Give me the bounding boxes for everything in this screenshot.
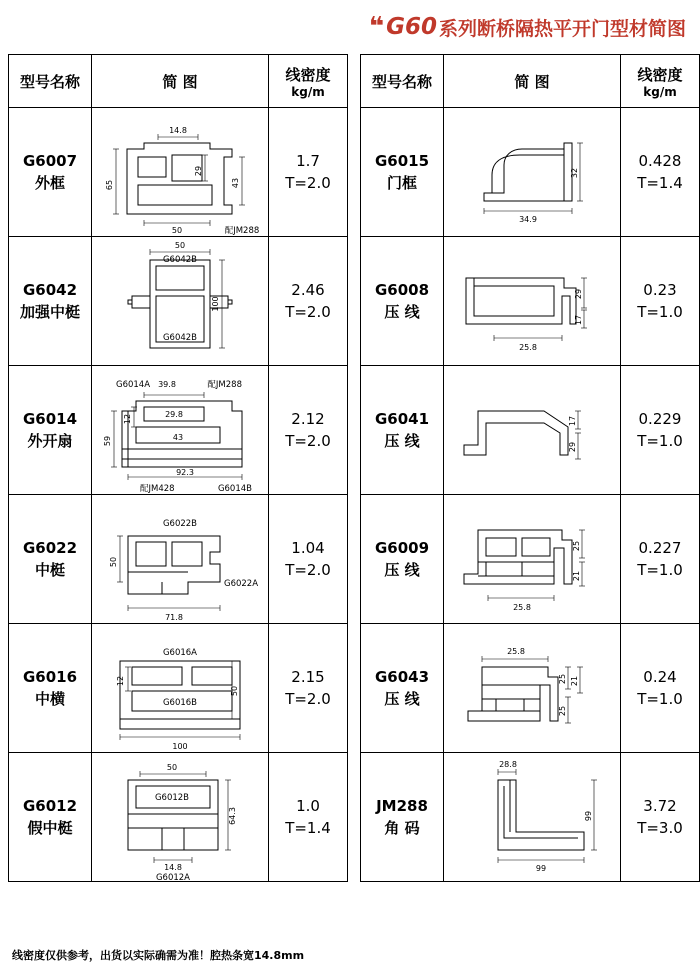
row-name-cell (361, 624, 444, 753)
dim-label: 17 (568, 415, 577, 426)
row-figure-cell (444, 495, 621, 624)
thickness-value: T=2.0 (285, 561, 331, 579)
thickness-value: T=2.0 (285, 690, 331, 708)
dim-label: 43 (231, 177, 240, 188)
density-value: 2.12 (291, 409, 325, 428)
row-density-cell (269, 495, 348, 624)
table-row (361, 495, 700, 624)
profile-drawing-jm288 (444, 754, 620, 881)
note-label: G6022A (224, 578, 259, 589)
table-header-row (9, 55, 348, 108)
header-density-label: 线密度 (637, 65, 683, 84)
profile-drawing-g6041 (444, 367, 620, 494)
profile-code: G6042 (22, 280, 78, 299)
density-value: 0.428 (638, 151, 682, 170)
row-density-cell (621, 108, 700, 237)
dim-label: 14.8 (164, 862, 182, 872)
row-figure-cell (92, 624, 269, 753)
profile-sheet (0, 54, 700, 882)
dim-label: 59 (103, 435, 112, 446)
thickness-value: T=1.0 (637, 432, 683, 450)
row-figure-cell (92, 366, 269, 495)
profile-code: G6015 (374, 151, 430, 170)
table-row (361, 753, 700, 882)
density-value: 2.46 (291, 280, 325, 299)
table-row (361, 108, 700, 237)
dim-label: 100 (211, 295, 220, 312)
dim-label: 99 (535, 863, 547, 873)
thickness-value: T=1.4 (285, 819, 331, 837)
profile-drawing-g6009 (444, 496, 620, 623)
thickness-value: T=3.0 (637, 819, 683, 837)
note-label: G6016A (162, 647, 198, 658)
dim-label: 25 (558, 705, 567, 716)
page-header (0, 0, 700, 54)
profile-label: 角 码 (384, 819, 420, 837)
dim-label: 71.8 (165, 612, 183, 622)
density-value: 1.04 (291, 538, 325, 557)
header-title-group (369, 14, 686, 41)
row-density-cell (621, 366, 700, 495)
table-row (9, 624, 348, 753)
profile-label: 压 线 (384, 561, 420, 579)
note-label: G6042B (162, 254, 198, 265)
dim-label: 100 (172, 741, 188, 751)
dim-label: 50 (171, 225, 183, 235)
dim-label: 29.8 (165, 409, 183, 419)
dim-label: 12 (123, 413, 132, 424)
table-row (9, 753, 348, 882)
dim-label: 92.3 (176, 467, 194, 477)
row-figure-cell (444, 237, 621, 366)
density-value: 3.72 (643, 796, 677, 815)
row-name-cell (361, 753, 444, 882)
header-density-unit: kg/m (643, 84, 677, 99)
left-profile-table (8, 54, 348, 882)
density-value: 1.7 (296, 151, 320, 170)
dim-label: 50 (230, 685, 239, 696)
note-label: G6012B (154, 792, 190, 803)
row-figure-cell (92, 495, 269, 624)
row-figure-cell (92, 753, 269, 882)
profile-code: G6014 (22, 409, 78, 428)
row-density-cell (269, 624, 348, 753)
profile-drawing-g6022 (92, 496, 268, 623)
page-title: 系列断桥隔热平开门型材简图 (438, 17, 686, 40)
header-name: 型号名称 (361, 55, 444, 108)
row-density-cell (621, 753, 700, 882)
dim-label: 29 (194, 165, 203, 176)
dim-label: 25.8 (519, 342, 537, 352)
density-value: 0.229 (638, 409, 682, 428)
row-name-cell (9, 237, 92, 366)
header-density (621, 55, 700, 108)
header-density (269, 55, 348, 108)
dim-label: 50 (109, 556, 118, 567)
profile-label: 外开扇 (27, 432, 73, 450)
density-value: 0.24 (643, 667, 677, 686)
profile-code: G6012 (22, 796, 78, 815)
row-name-cell (361, 237, 444, 366)
table-row (9, 366, 348, 495)
profile-code: JM288 (376, 796, 428, 815)
row-name-cell (361, 495, 444, 624)
profile-label: 压 线 (384, 303, 420, 321)
row-name-cell (9, 624, 92, 753)
row-density-cell (269, 237, 348, 366)
profile-code: G6009 (374, 538, 430, 557)
dim-label: 21 (572, 570, 581, 581)
row-density-cell (621, 624, 700, 753)
header-density-label: 线密度 (285, 65, 331, 84)
density-value: 1.0 (296, 796, 320, 815)
header-density-unit: kg/m (291, 84, 325, 99)
note-label: 配JM428 (140, 483, 175, 494)
header-figure: 简 图 (444, 55, 621, 108)
profile-code: G6043 (374, 667, 430, 686)
row-density-cell (621, 237, 700, 366)
header-name: 型号名称 (9, 55, 92, 108)
dim-label: 65 (105, 179, 114, 190)
dim-label: 28.8 (499, 759, 517, 769)
dim-label: 34.9 (519, 214, 537, 224)
dim-label: 43 (172, 432, 184, 442)
quote-mark-icon: ❝ (368, 12, 383, 42)
profile-code: G6016 (22, 667, 78, 686)
thickness-value: T=1.4 (637, 174, 683, 192)
note-label: G6014B (217, 483, 252, 494)
density-value: 0.23 (643, 280, 677, 299)
profile-label: 压 线 (384, 690, 420, 708)
row-figure-cell (92, 108, 269, 237)
table-row (9, 108, 348, 237)
dim-label: 64.3 (228, 806, 237, 825)
profile-drawing-g6043 (444, 625, 620, 752)
profile-label: 中梃 (34, 561, 65, 579)
profile-label: 门框 (386, 174, 417, 192)
dim-label: 50 (166, 762, 178, 772)
row-figure-cell (444, 753, 621, 882)
row-name-cell (9, 366, 92, 495)
row-figure-cell (92, 237, 269, 366)
thickness-value: T=1.0 (637, 303, 683, 321)
dim-label: 25 (558, 673, 567, 684)
density-value: 2.15 (291, 667, 325, 686)
thickness-value: T=2.0 (285, 303, 331, 321)
dim-label: 39.8 (158, 379, 176, 389)
profile-drawing-g6015 (444, 109, 620, 236)
right-profile-table (360, 54, 700, 882)
note-label: 配JM288 (207, 379, 242, 390)
profile-label: 中横 (34, 690, 65, 708)
row-figure-cell (444, 108, 621, 237)
dim-label: 25.8 (513, 602, 531, 612)
profile-label: 加强中梃 (19, 303, 80, 321)
note-label: G6042B (162, 332, 198, 343)
profile-code: G6022 (22, 538, 78, 557)
thickness-value: T=1.0 (637, 690, 683, 708)
profile-drawing-g6042 (92, 238, 268, 365)
footer-note: 线密度仅供参考，出货以实际确需为准！腔热条宽14.8mm (12, 949, 305, 962)
row-name-cell (9, 108, 92, 237)
header-figure: 简 图 (92, 55, 269, 108)
profile-label: 假中梃 (27, 819, 73, 837)
row-name-cell (9, 753, 92, 882)
table-row (9, 237, 348, 366)
note-label: G6012A (155, 872, 191, 881)
table-header-row (361, 55, 700, 108)
note-label: 配JM288 (224, 225, 260, 236)
density-value: 0.227 (638, 538, 682, 557)
dim-label: 29 (568, 441, 577, 452)
row-name-cell (9, 495, 92, 624)
profile-code: G6008 (374, 280, 430, 299)
profile-drawing-g6016 (92, 625, 268, 752)
dim-label: 21 (570, 675, 579, 686)
profile-code: G6007 (22, 151, 78, 170)
profile-label: 压 线 (384, 432, 420, 450)
dim-label: 14.8 (169, 125, 187, 135)
dim-label: 32 (570, 167, 579, 178)
row-name-cell (361, 108, 444, 237)
profile-label: 外框 (34, 174, 65, 192)
table-row (361, 237, 700, 366)
profile-drawing-g6008 (444, 238, 620, 365)
thickness-value: T=1.0 (637, 561, 683, 579)
dim-label: 17 (574, 314, 583, 325)
profile-code: G6041 (374, 409, 430, 428)
profile-drawing-g6007 (92, 109, 268, 236)
dim-label: 29 (574, 288, 583, 299)
title-series-code: G60 (386, 14, 437, 40)
note-label: G6016B (162, 697, 198, 708)
note-label: G6022B (162, 518, 198, 529)
row-name-cell (361, 366, 444, 495)
profile-drawing-g6014 (92, 367, 268, 494)
table-row (9, 495, 348, 624)
row-figure-cell (444, 624, 621, 753)
dim-label: 25 (572, 540, 581, 551)
dim-label: 12 (116, 675, 125, 686)
note-label: G6014A (116, 379, 151, 390)
table-row (361, 366, 700, 495)
table-row (361, 624, 700, 753)
row-density-cell (269, 366, 348, 495)
thickness-value: T=2.0 (285, 432, 331, 450)
dim-label: 99 (584, 810, 593, 821)
row-density-cell (269, 753, 348, 882)
profile-drawing-g6012 (92, 754, 268, 881)
dim-label: 50 (174, 240, 186, 250)
row-density-cell (269, 108, 348, 237)
row-figure-cell (444, 366, 621, 495)
thickness-value: T=2.0 (285, 174, 331, 192)
row-density-cell (621, 495, 700, 624)
dim-label: 25.8 (507, 646, 525, 656)
